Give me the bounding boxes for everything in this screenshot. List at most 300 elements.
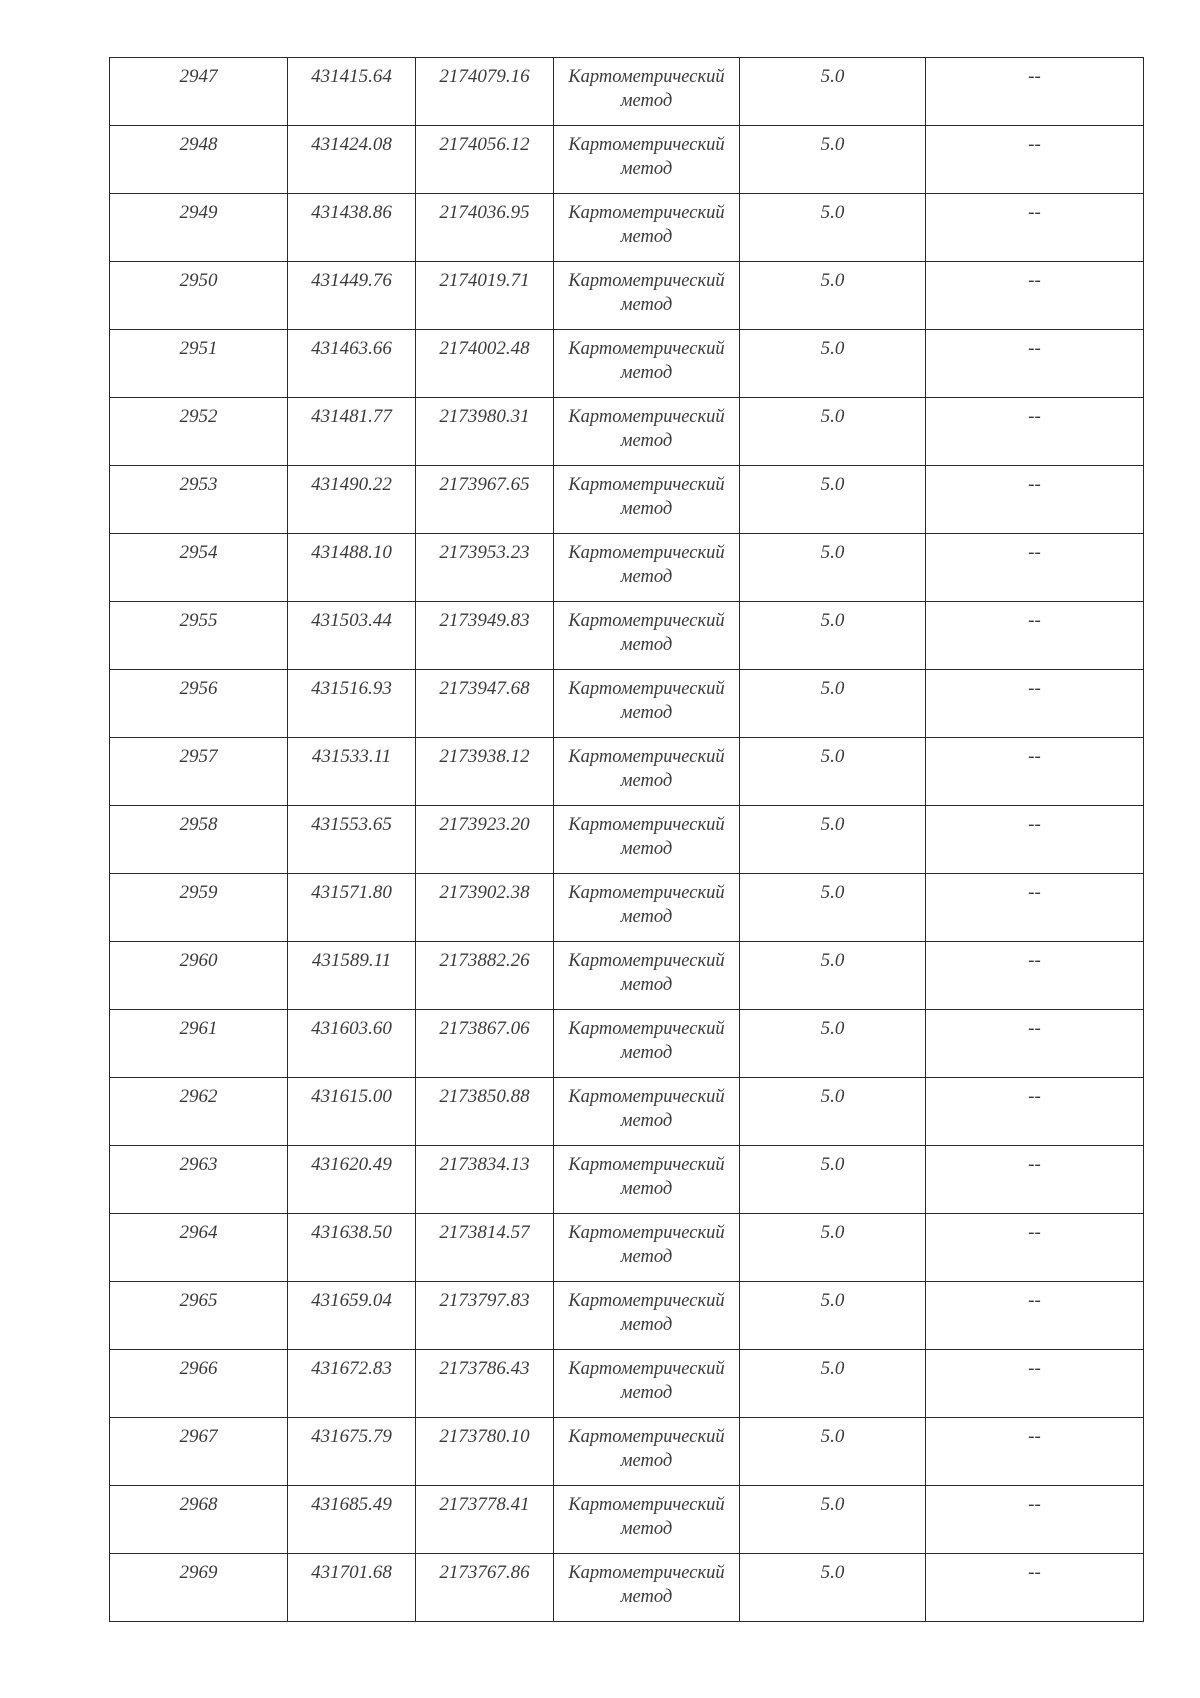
point-number-cell — [110, 1078, 288, 1146]
method-text — [554, 942, 739, 997]
description-value: -- — [1028, 1222, 1041, 1243]
method-cell — [554, 466, 740, 534]
y-coordinate: 2174019.71 — [439, 270, 530, 291]
y-coordinate: 2173780.10 — [439, 1426, 530, 1447]
method-line-1: Картометрический — [568, 475, 725, 495]
y-coordinate-cell — [416, 194, 554, 262]
y-coordinate-cell — [416, 58, 554, 126]
method-line-1: Картометрический — [568, 1019, 725, 1039]
y-coordinate: 2174036.95 — [439, 202, 530, 223]
y-coordinate: 2173980.31 — [439, 406, 530, 427]
method-text — [554, 330, 739, 385]
accuracy-cell — [740, 126, 926, 194]
accuracy-cell — [740, 1418, 926, 1486]
description-cell — [926, 58, 1144, 126]
accuracy-cell — [740, 1350, 926, 1418]
description-value: -- — [1028, 1562, 1041, 1583]
y-coordinate-cell — [416, 1214, 554, 1282]
description-cell — [926, 398, 1144, 466]
description-cell — [926, 534, 1144, 602]
x-coordinate-cell — [288, 1010, 416, 1078]
point-number: 2967 — [179, 1426, 218, 1447]
accuracy-cell — [740, 874, 926, 942]
table-row — [110, 1418, 1144, 1486]
method-line-1: Картометрический — [568, 339, 725, 359]
x-coordinate: 431589.11 — [311, 950, 392, 971]
x-coordinate: 431553.65 — [311, 814, 392, 835]
y-coordinate-cell — [416, 1010, 554, 1078]
x-coordinate-cell — [288, 1350, 416, 1418]
accuracy-value: 5.0 — [820, 1562, 845, 1583]
description-value: -- — [1028, 474, 1041, 495]
table-row — [110, 534, 1144, 602]
method-text — [554, 262, 739, 317]
method-line-2: метод — [620, 975, 673, 995]
method-text — [554, 534, 739, 589]
method-line-2: метод — [620, 499, 673, 519]
y-coordinate: 2173834.13 — [439, 1154, 530, 1175]
description-value: -- — [1028, 66, 1041, 87]
accuracy-cell — [740, 1282, 926, 1350]
coordinates-table — [109, 57, 1144, 1622]
x-coordinate: 431488.10 — [311, 542, 392, 563]
accuracy-value: 5.0 — [820, 1494, 845, 1515]
method-line-1: Картометрический — [568, 951, 725, 971]
description-cell — [926, 126, 1144, 194]
method-line-2: метод — [620, 907, 673, 927]
y-coordinate: 2173867.06 — [439, 1018, 530, 1039]
table-row — [110, 1554, 1144, 1622]
point-number: 2955 — [179, 610, 218, 631]
method-line-1: Картометрический — [568, 747, 725, 767]
description-value: -- — [1028, 202, 1041, 223]
method-text — [554, 1554, 739, 1609]
accuracy-cell — [740, 466, 926, 534]
x-coordinate-cell — [288, 874, 416, 942]
method-line-1: Картометрический — [568, 67, 725, 87]
x-coordinate: 431424.08 — [311, 134, 392, 155]
x-coordinate-cell — [288, 806, 416, 874]
point-number: 2949 — [179, 202, 218, 223]
method-line-2: метод — [620, 635, 673, 655]
point-number: 2968 — [179, 1494, 218, 1515]
point-number: 2956 — [179, 678, 218, 699]
method-text — [554, 602, 739, 657]
x-coordinate-cell — [288, 262, 416, 330]
method-line-2: метод — [620, 703, 673, 723]
point-number-cell — [110, 398, 288, 466]
y-coordinate: 2173967.65 — [439, 474, 530, 495]
description-value: -- — [1028, 1358, 1041, 1379]
description-value: -- — [1028, 542, 1041, 563]
method-cell — [554, 262, 740, 330]
table-row — [110, 1146, 1144, 1214]
point-number-cell — [110, 466, 288, 534]
method-cell — [554, 1282, 740, 1350]
description-cell — [926, 1282, 1144, 1350]
x-coordinate: 431638.50 — [311, 1222, 392, 1243]
point-number-cell — [110, 670, 288, 738]
point-number: 2966 — [179, 1358, 218, 1379]
description-cell — [926, 330, 1144, 398]
x-coordinate-cell — [288, 942, 416, 1010]
x-coordinate: 431675.79 — [311, 1426, 392, 1447]
method-text — [554, 1010, 739, 1065]
accuracy-value: 5.0 — [820, 1222, 845, 1243]
coordinates-table-body — [110, 58, 1144, 1622]
table-row — [110, 58, 1144, 126]
point-number-cell — [110, 738, 288, 806]
description-cell — [926, 1418, 1144, 1486]
x-coordinate: 431571.80 — [311, 882, 392, 903]
method-cell — [554, 1350, 740, 1418]
table-row — [110, 1214, 1144, 1282]
y-coordinate: 2173949.83 — [439, 610, 530, 631]
method-text — [554, 126, 739, 181]
accuracy-cell — [740, 942, 926, 1010]
x-coordinate-cell — [288, 1146, 416, 1214]
x-coordinate-cell — [288, 1214, 416, 1282]
y-coordinate-cell — [416, 942, 554, 1010]
method-line-2: метод — [620, 1179, 673, 1199]
x-coordinate-cell — [288, 330, 416, 398]
accuracy-cell — [740, 534, 926, 602]
method-cell — [554, 1214, 740, 1282]
method-text — [554, 1214, 739, 1269]
accuracy-value: 5.0 — [820, 202, 845, 223]
description-cell — [926, 1486, 1144, 1554]
description-value: -- — [1028, 814, 1041, 835]
x-coordinate: 431701.68 — [311, 1562, 392, 1583]
description-value: -- — [1028, 882, 1041, 903]
x-coordinate-cell — [288, 126, 416, 194]
description-value: -- — [1028, 1154, 1041, 1175]
description-value: -- — [1028, 678, 1041, 699]
y-coordinate-cell — [416, 466, 554, 534]
y-coordinate-cell — [416, 1350, 554, 1418]
x-coordinate: 431449.76 — [311, 270, 392, 291]
y-coordinate-cell — [416, 330, 554, 398]
x-coordinate-cell — [288, 602, 416, 670]
description-cell — [926, 942, 1144, 1010]
method-line-2: метод — [620, 1111, 673, 1131]
x-coordinate-cell — [288, 58, 416, 126]
method-cell — [554, 1486, 740, 1554]
method-cell — [554, 1418, 740, 1486]
description-cell — [926, 670, 1144, 738]
y-coordinate: 2173778.41 — [439, 1494, 530, 1515]
method-line-1: Картометрический — [568, 271, 725, 291]
point-number-cell — [110, 1146, 288, 1214]
x-coordinate-cell — [288, 738, 416, 806]
method-line-1: Картометрический — [568, 611, 725, 631]
point-number-cell — [110, 194, 288, 262]
table-row — [110, 330, 1144, 398]
description-cell — [926, 738, 1144, 806]
point-number-cell — [110, 262, 288, 330]
x-coordinate: 431603.60 — [311, 1018, 392, 1039]
y-coordinate-cell — [416, 1078, 554, 1146]
description-value: -- — [1028, 338, 1041, 359]
accuracy-value: 5.0 — [820, 1426, 845, 1447]
y-coordinate: 2173850.88 — [439, 1086, 530, 1107]
point-number-cell — [110, 1282, 288, 1350]
method-line-1: Картометрический — [568, 543, 725, 563]
point-number-cell — [110, 126, 288, 194]
method-line-1: Картометрический — [568, 1223, 725, 1243]
point-number: 2948 — [179, 134, 218, 155]
x-coordinate-cell — [288, 1486, 416, 1554]
table-row — [110, 874, 1144, 942]
method-line-2: метод — [620, 1519, 673, 1539]
accuracy-value: 5.0 — [820, 1018, 845, 1039]
point-number: 2951 — [179, 338, 218, 359]
description-cell — [926, 1350, 1144, 1418]
accuracy-value: 5.0 — [820, 406, 845, 427]
y-coordinate-cell — [416, 534, 554, 602]
point-number-cell — [110, 806, 288, 874]
method-line-1: Картометрический — [568, 1427, 725, 1447]
method-cell — [554, 330, 740, 398]
method-line-1: Картометрический — [568, 203, 725, 223]
point-number: 2963 — [179, 1154, 218, 1175]
table-row — [110, 942, 1144, 1010]
y-coordinate: 2173814.57 — [439, 1222, 530, 1243]
table-row — [110, 806, 1144, 874]
description-value: -- — [1028, 1086, 1041, 1107]
table-row — [110, 466, 1144, 534]
point-number: 2960 — [179, 950, 218, 971]
method-text — [554, 466, 739, 521]
accuracy-value: 5.0 — [820, 474, 845, 495]
description-value: -- — [1028, 1494, 1041, 1515]
accuracy-cell — [740, 602, 926, 670]
accuracy-value: 5.0 — [820, 542, 845, 563]
accuracy-value: 5.0 — [820, 1290, 845, 1311]
method-text — [554, 1418, 739, 1473]
method-line-1: Картометрический — [568, 679, 725, 699]
method-text — [554, 1146, 739, 1201]
point-number-cell — [110, 602, 288, 670]
y-coordinate: 2174002.48 — [439, 338, 530, 359]
y-coordinate: 2173953.23 — [439, 542, 530, 563]
accuracy-cell — [740, 670, 926, 738]
accuracy-value: 5.0 — [820, 746, 845, 767]
y-coordinate: 2173882.26 — [439, 950, 530, 971]
description-value: -- — [1028, 1426, 1041, 1447]
accuracy-cell — [740, 1146, 926, 1214]
y-coordinate-cell — [416, 602, 554, 670]
method-cell — [554, 1010, 740, 1078]
point-number: 2952 — [179, 406, 218, 427]
point-number-cell — [110, 874, 288, 942]
x-coordinate-cell — [288, 398, 416, 466]
accuracy-value: 5.0 — [820, 882, 845, 903]
method-text — [554, 1078, 739, 1133]
description-cell — [926, 194, 1144, 262]
method-text — [554, 670, 739, 725]
method-cell — [554, 670, 740, 738]
accuracy-cell — [740, 1486, 926, 1554]
method-cell — [554, 602, 740, 670]
accuracy-value: 5.0 — [820, 1358, 845, 1379]
x-coordinate-cell — [288, 194, 416, 262]
method-cell — [554, 806, 740, 874]
method-line-1: Картометрический — [568, 1155, 725, 1175]
y-coordinate-cell — [416, 398, 554, 466]
method-cell — [554, 942, 740, 1010]
y-coordinate: 2173938.12 — [439, 746, 530, 767]
point-number: 2965 — [179, 1290, 218, 1311]
method-cell — [554, 398, 740, 466]
method-text — [554, 194, 739, 249]
method-line-2: метод — [620, 1383, 673, 1403]
accuracy-value: 5.0 — [820, 1086, 845, 1107]
y-coordinate: 2173947.68 — [439, 678, 530, 699]
x-coordinate: 431415.64 — [311, 66, 392, 87]
point-number: 2961 — [179, 1018, 218, 1039]
method-cell — [554, 126, 740, 194]
description-cell — [926, 806, 1144, 874]
description-value: -- — [1028, 134, 1041, 155]
method-line-2: метод — [620, 363, 673, 383]
point-number: 2969 — [179, 1562, 218, 1583]
description-value: -- — [1028, 1018, 1041, 1039]
accuracy-value: 5.0 — [820, 950, 845, 971]
table-row — [110, 738, 1144, 806]
description-value: -- — [1028, 270, 1041, 291]
table-row — [110, 1078, 1144, 1146]
x-coordinate: 431481.77 — [311, 406, 392, 427]
point-number-cell — [110, 58, 288, 126]
y-coordinate-cell — [416, 1554, 554, 1622]
method-line-2: метод — [620, 159, 673, 179]
point-number: 2959 — [179, 882, 218, 903]
accuracy-value: 5.0 — [820, 678, 845, 699]
table-row — [110, 398, 1144, 466]
table-row — [110, 602, 1144, 670]
method-line-1: Картометрический — [568, 815, 725, 835]
x-coordinate-cell — [288, 466, 416, 534]
x-coordinate: 431672.83 — [311, 1358, 392, 1379]
point-number-cell — [110, 942, 288, 1010]
point-number-cell — [110, 1418, 288, 1486]
x-coordinate: 431503.44 — [311, 610, 392, 631]
method-text — [554, 806, 739, 861]
accuracy-value: 5.0 — [820, 814, 845, 835]
description-cell — [926, 602, 1144, 670]
method-cell — [554, 1146, 740, 1214]
x-coordinate: 431533.11 — [311, 746, 392, 767]
method-line-2: метод — [620, 1451, 673, 1471]
y-coordinate-cell — [416, 1418, 554, 1486]
table-row — [110, 126, 1144, 194]
method-line-1: Картометрический — [568, 1291, 725, 1311]
x-coordinate: 431516.93 — [311, 678, 392, 699]
description-value: -- — [1028, 610, 1041, 631]
point-number-cell — [110, 1350, 288, 1418]
accuracy-cell — [740, 398, 926, 466]
method-line-2: метод — [620, 1247, 673, 1267]
accuracy-value: 5.0 — [820, 338, 845, 359]
method-line-2: метод — [620, 227, 673, 247]
accuracy-cell — [740, 194, 926, 262]
method-line-1: Картометрический — [568, 407, 725, 427]
method-line-2: метод — [620, 1043, 673, 1063]
method-text — [554, 1486, 739, 1541]
method-line-2: метод — [620, 295, 673, 315]
x-coordinate-cell — [288, 1078, 416, 1146]
point-number: 2962 — [179, 1086, 218, 1107]
y-coordinate-cell — [416, 1146, 554, 1214]
point-number-cell — [110, 1554, 288, 1622]
accuracy-value: 5.0 — [820, 270, 845, 291]
method-cell — [554, 194, 740, 262]
point-number-cell — [110, 1486, 288, 1554]
point-number: 2957 — [179, 746, 218, 767]
table-row — [110, 1486, 1144, 1554]
x-coordinate-cell — [288, 1554, 416, 1622]
description-cell — [926, 1010, 1144, 1078]
method-line-2: метод — [620, 1587, 673, 1607]
accuracy-cell — [740, 58, 926, 126]
description-cell — [926, 874, 1144, 942]
x-coordinate: 431615.00 — [311, 1086, 392, 1107]
method-text — [554, 874, 739, 929]
x-coordinate: 431685.49 — [311, 1494, 392, 1515]
y-coordinate-cell — [416, 126, 554, 194]
y-coordinate-cell — [416, 670, 554, 738]
method-line-1: Картометрический — [568, 1495, 725, 1515]
x-coordinate: 431659.04 — [311, 1290, 392, 1311]
y-coordinate-cell — [416, 1282, 554, 1350]
accuracy-cell — [740, 1214, 926, 1282]
method-text — [554, 398, 739, 453]
table-row — [110, 1350, 1144, 1418]
x-coordinate: 431490.22 — [311, 474, 392, 495]
y-coordinate: 2173767.86 — [439, 1562, 530, 1583]
point-number: 2954 — [179, 542, 218, 563]
method-line-1: Картометрический — [568, 1563, 725, 1583]
point-number: 2958 — [179, 814, 218, 835]
method-cell — [554, 738, 740, 806]
method-cell — [554, 874, 740, 942]
accuracy-cell — [740, 806, 926, 874]
point-number: 2953 — [179, 474, 218, 495]
method-text — [554, 1282, 739, 1337]
description-cell — [926, 262, 1144, 330]
y-coordinate-cell — [416, 874, 554, 942]
accuracy-value: 5.0 — [820, 134, 845, 155]
method-line-1: Картометрический — [568, 1087, 725, 1107]
table-row — [110, 262, 1144, 330]
table-row — [110, 1010, 1144, 1078]
x-coordinate-cell — [288, 1418, 416, 1486]
x-coordinate: 431463.66 — [311, 338, 392, 359]
x-coordinate-cell — [288, 1282, 416, 1350]
y-coordinate: 2173923.20 — [439, 814, 530, 835]
table-row — [110, 670, 1144, 738]
method-cell — [554, 58, 740, 126]
point-number-cell — [110, 1010, 288, 1078]
method-line-1: Картометрический — [568, 135, 725, 155]
description-value: -- — [1028, 1290, 1041, 1311]
table-row — [110, 1282, 1144, 1350]
y-coordinate-cell — [416, 1486, 554, 1554]
y-coordinate-cell — [416, 738, 554, 806]
point-number-cell — [110, 330, 288, 398]
x-coordinate: 431620.49 — [311, 1154, 392, 1175]
